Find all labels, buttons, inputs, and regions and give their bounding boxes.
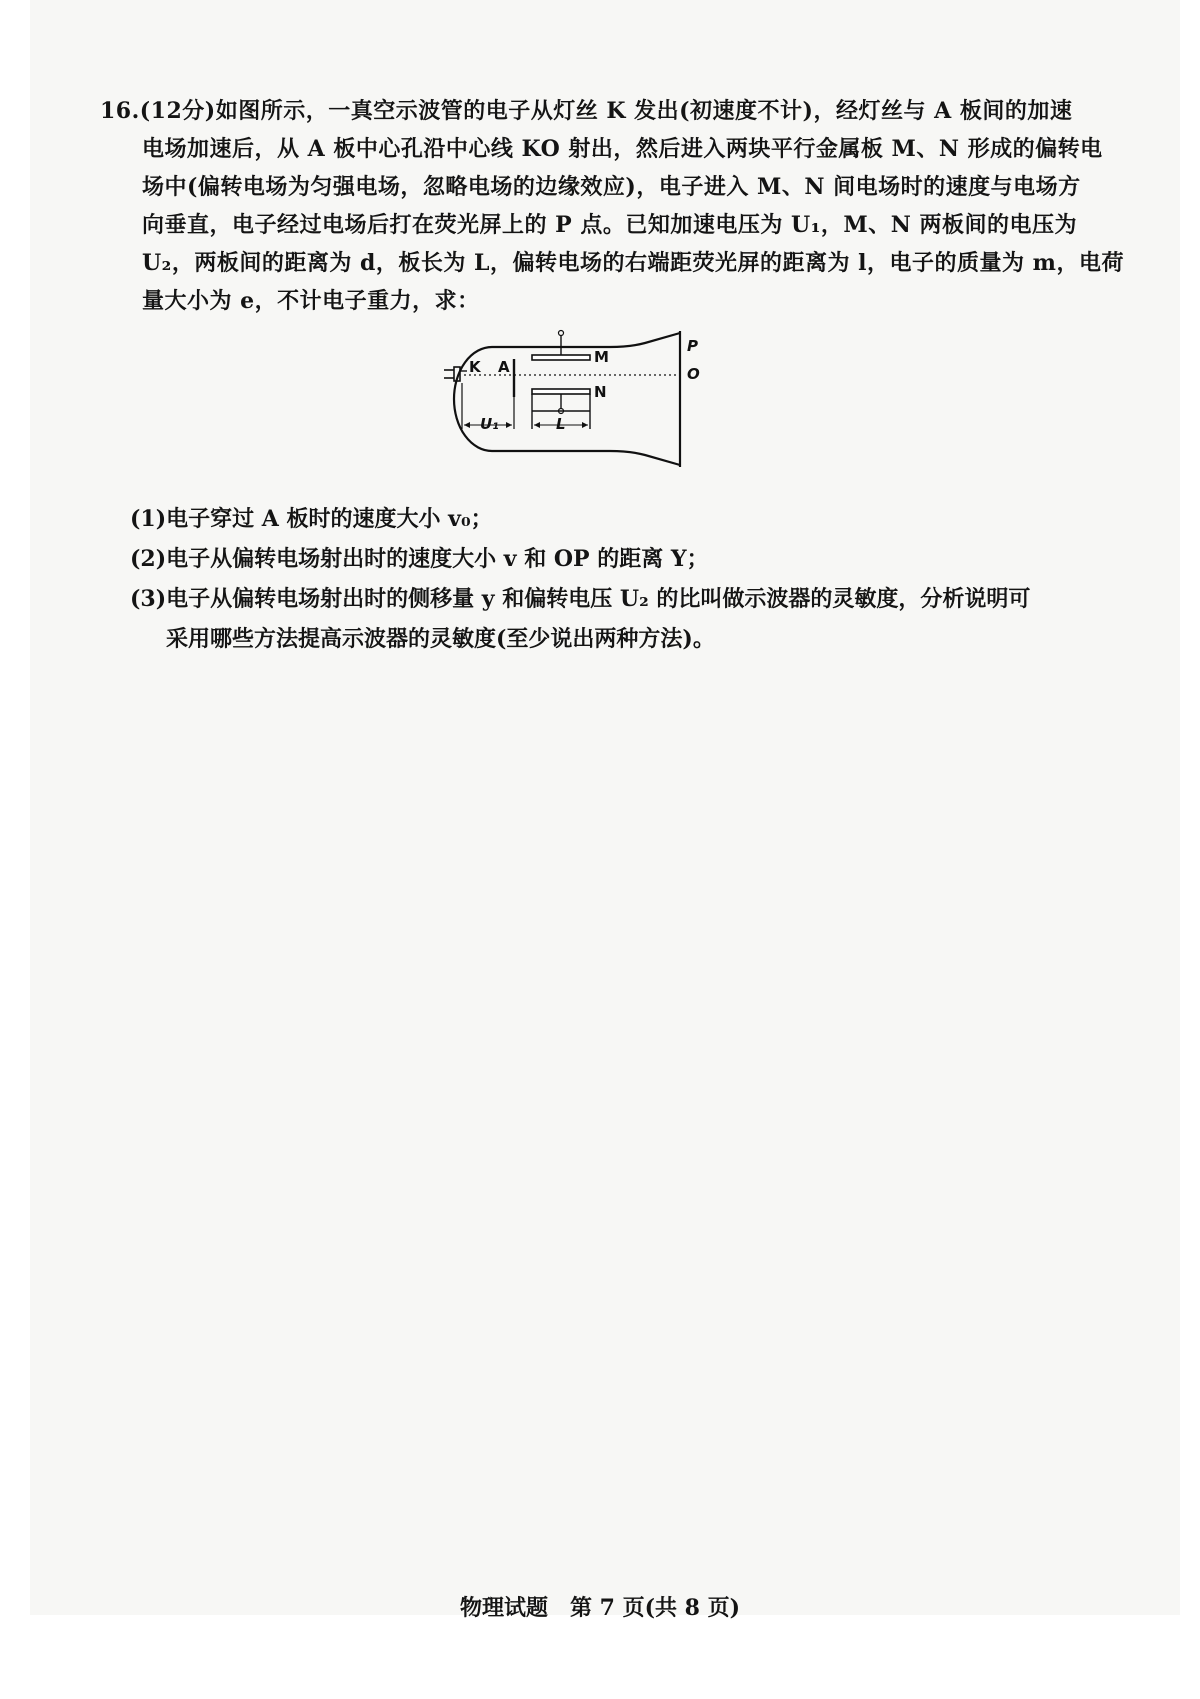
question-text (100, 92, 1124, 320)
question-line: 量大小为 e，不计电子重力，求： (142, 288, 480, 314)
oscilloscope-tube-diagram (440, 325, 760, 485)
question-line: U₂，两板间的距离为 d，板长为 L，偏转电场的右端距荧光屏的距离为 l，电子的质量为 m，电荷 (142, 250, 1124, 276)
question-16 (100, 92, 1124, 320)
subquestion-1: (1)电子穿过 A 板时的速度大小 v₀； (130, 506, 493, 532)
label-p: P (687, 337, 698, 355)
label-k: K (469, 358, 481, 376)
label-l: L (556, 415, 566, 433)
label-o: O (687, 365, 700, 383)
subquestion-2: (2)电子从偏转电场射出时的速度大小 v 和 OP 的距离 Y； (130, 546, 709, 572)
tube-outline (454, 333, 680, 465)
question-line: 16.(12分)如图所示，一真空示波管的电子从灯丝 K 发出(初速度不计)，经灯丝与 A 板间的加速 (100, 98, 1073, 124)
question-line: 场中(偏转电场为匀强电场，忽略电场的边缘效应)，电子进入 M、N 间电场时的速度与电场方 (142, 174, 1081, 200)
question-line: 向垂直，电子经过电场后打在荧光屏上的 P 点。已知加速电压为 U₁，M、N 两板间的电压为 (142, 212, 1077, 238)
subquestion-3-continued: 采用哪些方法提高示波器的灵敏度(至少说出两种方法)。 (166, 626, 715, 652)
plate-n (532, 389, 590, 394)
subquestions (130, 500, 1120, 660)
question-line: 电场加速后，从 A 板中心孔沿中心线 KO 射出，然后进入两块平行金属板 M、N 形成的偏转电 (142, 136, 1103, 162)
subquestion-3: (3)电子从偏转电场射出时的侧移量 y 和偏转电压 U₂ 的比叫做示波器的灵敏度，分析说明可 (130, 586, 1031, 612)
label-m: M (594, 348, 609, 366)
plate-m (532, 355, 590, 360)
page-footer: 物理试题 第 7 页(共 8 页) (459, 1595, 741, 1621)
label-a: A (498, 358, 510, 376)
label-u1: U₁ (480, 415, 499, 433)
label-n: N (594, 383, 607, 401)
